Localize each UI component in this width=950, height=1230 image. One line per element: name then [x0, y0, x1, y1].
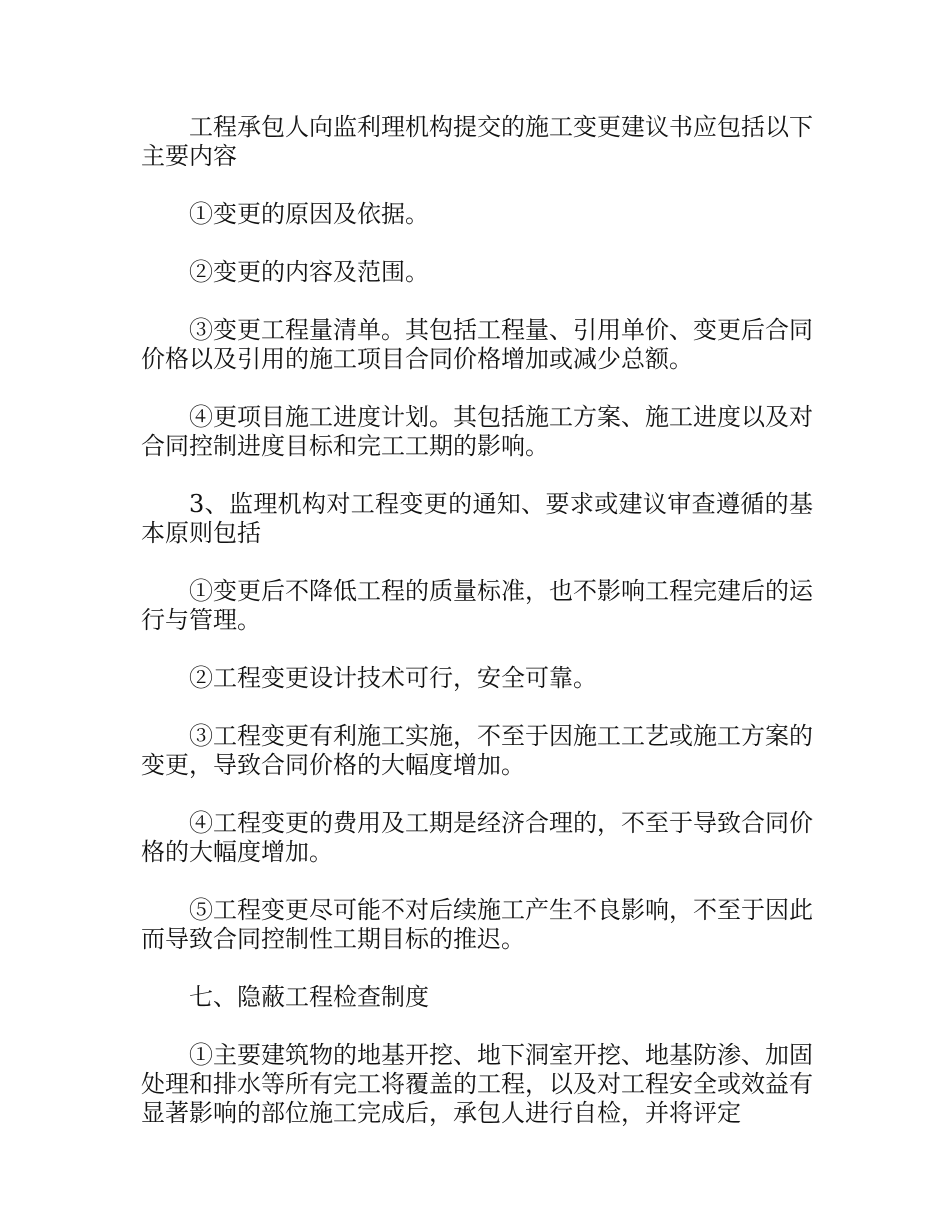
- paragraph-section-3-principles: 3、监理机构对工程变更的通知、要求或建议审查遵循的基本原则包括: [141, 490, 813, 547]
- paragraph-principle-4: ④工程变更的费用及工期是经济合理的，不至于导致合同价格的大幅度增加。: [141, 809, 813, 866]
- paragraph-principle-3: ③工程变更有利施工实施，不至于因施工工艺或施工方案的变更，导致合同价格的大幅度增加。: [141, 722, 813, 779]
- paragraph-principle-1: ①变更后不降低工程的质量标准，也不影响工程完建后的运行与管理。: [141, 577, 813, 634]
- paragraph-item-1-reason: ①变更的原因及依据。: [189, 200, 429, 228]
- paragraph-principle-2: ②工程变更设计技术可行，安全可靠。: [189, 664, 597, 692]
- paragraph-proposal-contents: 工程承包人向监利理机构提交的施工变更建议书应包括以下主要内容: [141, 113, 813, 170]
- paragraph-principle-5: ⑤工程变更尽可能不对后续施工产生不良影响，不至于因此而导致合同控制性工期目标的推迟。: [141, 896, 813, 953]
- section-heading-hidden-works: 七、隐蔽工程检查制度: [189, 983, 429, 1011]
- paragraph-hidden-works-item-1: ①主要建筑物的地基开挖、地下洞室开挖、地基防渗、加固处理和排水等所有完工将覆盖的工程，以及对工程安全或效益有显著影响的部位施工完成后，承包人进行自检，并将评定: [141, 1041, 813, 1127]
- paragraph-item-2-scope: ②变更的内容及范围。: [189, 258, 429, 286]
- paragraph-item-3-quantity-list: ③变更工程量清单。其包括工程量、引用单价、变更后合同价格以及引用的施工项目合同价格增加或减少总额。: [141, 316, 813, 373]
- paragraph-item-4-schedule: ④更项目施工进度计划。其包括施工方案、施工进度以及对合同控制进度目标和完工工期的影响。: [141, 403, 813, 460]
- document-body: [141, 113, 813, 1157]
